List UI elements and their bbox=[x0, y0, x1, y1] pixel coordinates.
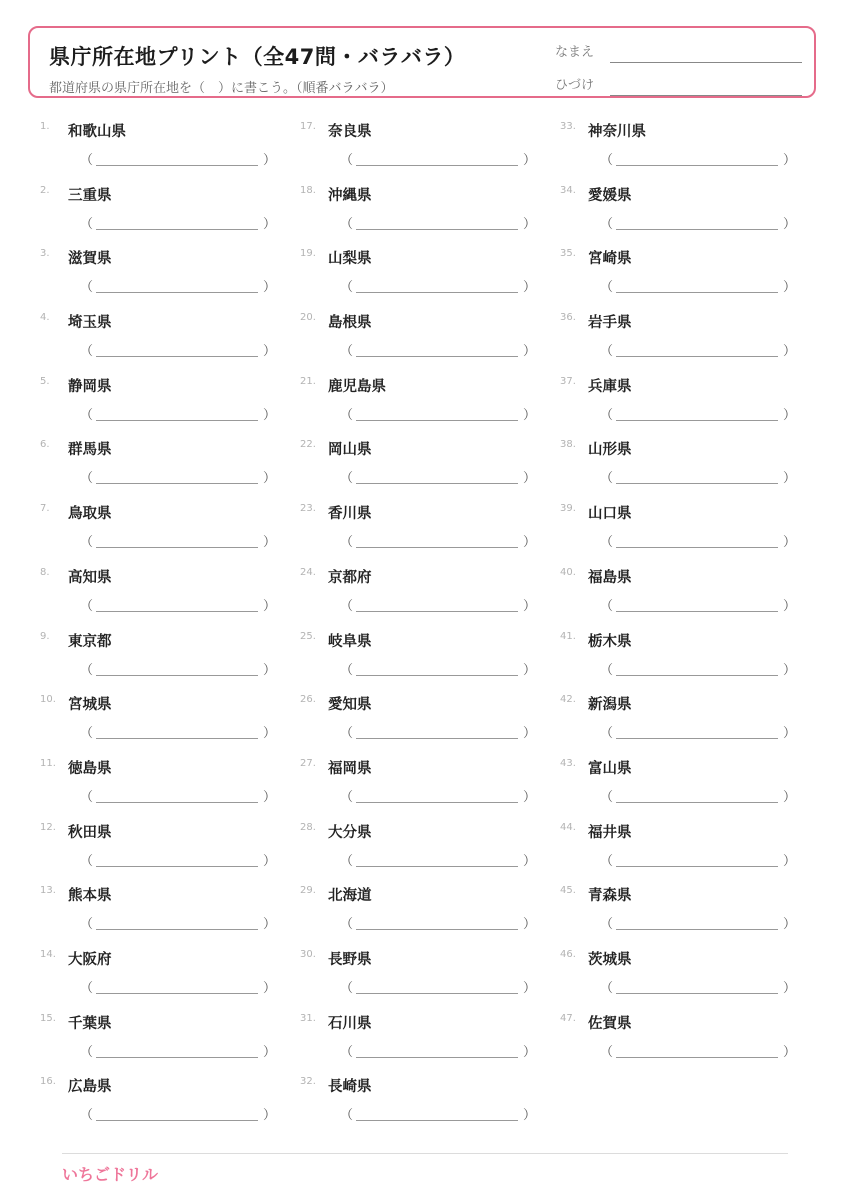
prefecture-name: 大分県 bbox=[328, 824, 372, 841]
answer-close-paren: ） bbox=[523, 407, 537, 423]
question-item bbox=[40, 884, 290, 948]
answer-close-paren: ） bbox=[523, 726, 537, 742]
answer-close-paren: ） bbox=[783, 153, 797, 168]
answer-blank[interactable] bbox=[616, 547, 778, 548]
answer-close-paren: ） bbox=[783, 280, 797, 296]
answer-close-paren: ） bbox=[523, 153, 537, 168]
question-number: 34. bbox=[560, 184, 576, 196]
prefecture-name: 佐賀県 bbox=[588, 1015, 632, 1032]
prefecture-name: 北海道 bbox=[328, 888, 372, 905]
answer-close-paren: ） bbox=[263, 471, 277, 487]
prefecture-name: 群馬県 bbox=[68, 442, 112, 459]
question-number: 3. bbox=[40, 248, 50, 260]
answer-close-paren: ） bbox=[523, 853, 537, 869]
question-item bbox=[560, 438, 810, 502]
prefecture-name: 山梨県 bbox=[328, 251, 372, 268]
answer-close-paren: ） bbox=[783, 344, 797, 360]
name-label: なまえ bbox=[555, 45, 595, 60]
answer-blank[interactable] bbox=[96, 165, 258, 166]
question-item bbox=[40, 311, 290, 375]
question-number: 30. bbox=[300, 948, 316, 960]
question-item bbox=[300, 120, 550, 184]
prefecture-name: 京都府 bbox=[328, 569, 372, 586]
question-number: 40. bbox=[560, 566, 576, 578]
question-number: 26. bbox=[300, 694, 316, 706]
answer-open-paren: （ bbox=[340, 726, 354, 742]
question-item bbox=[300, 311, 550, 375]
answer-open-paren: （ bbox=[600, 789, 614, 805]
answer-blank[interactable] bbox=[616, 866, 778, 867]
question-number: 22. bbox=[300, 439, 316, 451]
answer-open-paren: （ bbox=[80, 853, 94, 869]
question-number: 10. bbox=[40, 694, 56, 706]
answer-blank[interactable] bbox=[356, 929, 518, 930]
answer-close-paren: ） bbox=[523, 1108, 537, 1124]
question-number: 25. bbox=[300, 630, 316, 642]
question-number: 11. bbox=[40, 757, 56, 769]
prefecture-name: 鹿児島県 bbox=[328, 378, 386, 395]
prefecture-name: 宮崎県 bbox=[588, 251, 632, 268]
question-item bbox=[40, 757, 290, 821]
question-number: 39. bbox=[560, 503, 576, 515]
question-number: 35. bbox=[560, 248, 576, 260]
date-field-line bbox=[610, 95, 802, 96]
answer-close-paren: ） bbox=[523, 598, 537, 614]
prefecture-name: 鳥取県 bbox=[68, 506, 112, 523]
question-number: 21. bbox=[300, 375, 316, 387]
prefecture-name: 滋賀県 bbox=[68, 251, 112, 268]
answer-close-paren: ） bbox=[263, 917, 277, 933]
answer-open-paren: （ bbox=[340, 789, 354, 805]
answer-open-paren: （ bbox=[340, 917, 354, 933]
answer-close-paren: ） bbox=[263, 344, 277, 360]
answer-open-paren: （ bbox=[80, 471, 94, 487]
answer-blank[interactable] bbox=[616, 1057, 778, 1058]
answer-blank[interactable] bbox=[96, 483, 258, 484]
answer-open-paren: （ bbox=[80, 662, 94, 678]
question-column-3 bbox=[560, 120, 810, 1075]
question-number: 15. bbox=[40, 1012, 56, 1024]
answer-close-paren: ） bbox=[783, 216, 797, 232]
date-label: ひづけ bbox=[555, 78, 595, 93]
answer-blank[interactable] bbox=[616, 356, 778, 357]
prefecture-name: 山形県 bbox=[588, 442, 632, 459]
answer-open-paren: （ bbox=[600, 1044, 614, 1060]
answer-close-paren: ） bbox=[263, 216, 277, 232]
prefecture-name: 三重県 bbox=[68, 187, 112, 204]
answer-blank[interactable] bbox=[96, 547, 258, 548]
prefecture-name: 石川県 bbox=[328, 1015, 372, 1032]
question-number: 28. bbox=[300, 821, 316, 833]
answer-open-paren: （ bbox=[80, 598, 94, 614]
question-number: 29. bbox=[300, 885, 316, 897]
answer-blank[interactable] bbox=[616, 483, 778, 484]
question-number: 27. bbox=[300, 757, 316, 769]
answer-blank[interactable] bbox=[616, 292, 778, 293]
question-item bbox=[560, 1012, 810, 1076]
answer-open-paren: （ bbox=[80, 407, 94, 423]
question-number: 46. bbox=[560, 948, 576, 960]
question-item bbox=[40, 1012, 290, 1076]
question-item bbox=[40, 184, 290, 248]
question-item bbox=[40, 821, 290, 885]
answer-open-paren: （ bbox=[80, 535, 94, 551]
prefecture-name: 香川県 bbox=[328, 506, 372, 523]
question-number: 14. bbox=[40, 948, 56, 960]
answer-open-paren: （ bbox=[600, 216, 614, 232]
answer-open-paren: （ bbox=[80, 216, 94, 232]
page-title: 県庁所在地プリント（全47問・バラバラ） bbox=[49, 45, 466, 69]
prefecture-name: 長崎県 bbox=[328, 1079, 372, 1096]
question-item bbox=[300, 247, 550, 311]
question-number: 32. bbox=[300, 1076, 316, 1088]
answer-open-paren: （ bbox=[80, 344, 94, 360]
question-item bbox=[40, 566, 290, 630]
answer-blank[interactable] bbox=[356, 483, 518, 484]
answer-close-paren: ） bbox=[263, 662, 277, 678]
answer-blank[interactable] bbox=[356, 866, 518, 867]
question-number: 44. bbox=[560, 821, 576, 833]
question-item bbox=[40, 502, 290, 566]
question-number: 24. bbox=[300, 566, 316, 578]
worksheet-header bbox=[28, 26, 816, 98]
answer-blank[interactable] bbox=[356, 993, 518, 994]
answer-close-paren: ） bbox=[783, 726, 797, 742]
answer-open-paren: （ bbox=[80, 789, 94, 805]
question-number: 4. bbox=[40, 312, 50, 324]
answer-open-paren: （ bbox=[600, 662, 614, 678]
answer-open-paren: （ bbox=[80, 1108, 94, 1124]
answer-close-paren: ） bbox=[523, 917, 537, 933]
answer-open-paren: （ bbox=[340, 535, 354, 551]
answer-open-paren: （ bbox=[80, 917, 94, 933]
question-number: 41. bbox=[560, 630, 576, 642]
question-number: 47. bbox=[560, 1012, 576, 1024]
prefecture-name: 神奈川県 bbox=[588, 124, 646, 140]
prefecture-name: 大阪府 bbox=[68, 951, 112, 968]
answer-open-paren: （ bbox=[80, 980, 94, 996]
question-item bbox=[300, 1075, 550, 1139]
question-item bbox=[40, 120, 290, 184]
prefecture-name: 和歌山県 bbox=[68, 124, 126, 140]
answer-close-paren: ） bbox=[783, 917, 797, 933]
prefecture-name: 福井県 bbox=[588, 824, 632, 841]
question-item bbox=[40, 1075, 290, 1139]
question-number: 37. bbox=[560, 375, 576, 387]
answer-blank[interactable] bbox=[96, 292, 258, 293]
answer-blank[interactable] bbox=[616, 420, 778, 421]
answer-blank[interactable] bbox=[96, 993, 258, 994]
question-item bbox=[560, 566, 810, 630]
answer-close-paren: ） bbox=[263, 726, 277, 742]
answer-open-paren: （ bbox=[340, 980, 354, 996]
question-item bbox=[300, 566, 550, 630]
question-number: 17. bbox=[300, 121, 316, 132]
prefecture-name: 茨城県 bbox=[588, 951, 632, 968]
question-item bbox=[40, 948, 290, 1012]
answer-open-paren: （ bbox=[600, 407, 614, 423]
answer-blank[interactable] bbox=[356, 229, 518, 230]
question-number: 38. bbox=[560, 439, 576, 451]
answer-blank[interactable] bbox=[616, 738, 778, 739]
prefecture-name: 愛媛県 bbox=[588, 187, 632, 204]
answer-close-paren: ） bbox=[783, 1044, 797, 1060]
question-number: 9. bbox=[40, 630, 50, 642]
question-item bbox=[560, 884, 810, 948]
question-item bbox=[300, 821, 550, 885]
question-item bbox=[560, 247, 810, 311]
prefecture-name: 兵庫県 bbox=[588, 378, 632, 395]
question-number: 45. bbox=[560, 885, 576, 897]
answer-open-paren: （ bbox=[600, 471, 614, 487]
answer-open-paren: （ bbox=[340, 344, 354, 360]
prefecture-name: 愛知県 bbox=[328, 697, 372, 714]
answer-open-paren: （ bbox=[600, 280, 614, 296]
answer-open-paren: （ bbox=[600, 344, 614, 360]
answer-blank[interactable] bbox=[356, 738, 518, 739]
question-item bbox=[560, 693, 810, 757]
question-column-1 bbox=[40, 120, 290, 1139]
question-item bbox=[40, 375, 290, 439]
question-item bbox=[560, 948, 810, 1012]
answer-blank[interactable] bbox=[616, 229, 778, 230]
question-item bbox=[560, 630, 810, 694]
question-number: 7. bbox=[40, 503, 50, 515]
answer-close-paren: ） bbox=[783, 535, 797, 551]
question-item bbox=[560, 311, 810, 375]
answer-blank[interactable] bbox=[356, 292, 518, 293]
answer-open-paren: （ bbox=[600, 535, 614, 551]
prefecture-name: 広島県 bbox=[68, 1079, 112, 1096]
answer-close-paren: ） bbox=[263, 789, 277, 805]
answer-close-paren: ） bbox=[783, 980, 797, 996]
prefecture-name: 島根県 bbox=[328, 315, 372, 332]
answer-open-paren: （ bbox=[600, 853, 614, 869]
answer-close-paren: ） bbox=[263, 980, 277, 996]
answer-close-paren: ） bbox=[783, 407, 797, 423]
footer-divider bbox=[62, 1153, 788, 1154]
answer-close-paren: ） bbox=[523, 789, 537, 805]
answer-open-paren: （ bbox=[340, 1044, 354, 1060]
answer-close-paren: ） bbox=[523, 662, 537, 678]
prefecture-name: 長野県 bbox=[328, 951, 372, 968]
answer-close-paren: ） bbox=[263, 280, 277, 296]
answer-blank[interactable] bbox=[96, 611, 258, 612]
answer-close-paren: ） bbox=[783, 853, 797, 869]
question-item bbox=[300, 693, 550, 757]
answer-close-paren: ） bbox=[263, 535, 277, 551]
answer-blank[interactable] bbox=[616, 675, 778, 676]
prefecture-name: 静岡県 bbox=[68, 378, 112, 395]
prefecture-name: 岩手県 bbox=[588, 315, 632, 332]
instructions: 都道府県の県庁所在地を（ ）に書こう。（順番バラバラ） bbox=[49, 81, 394, 96]
answer-blank[interactable] bbox=[96, 1120, 258, 1121]
answer-blank[interactable] bbox=[356, 165, 518, 166]
prefecture-name: 岐阜県 bbox=[328, 633, 372, 650]
answer-close-paren: ） bbox=[263, 853, 277, 869]
prefecture-name: 山口県 bbox=[588, 506, 632, 523]
answer-close-paren: ） bbox=[263, 153, 277, 168]
question-item bbox=[40, 438, 290, 502]
question-number: 8. bbox=[40, 566, 50, 578]
brand-logo: いちごドリル bbox=[62, 1165, 159, 1184]
question-number: 36. bbox=[560, 312, 576, 324]
prefecture-name: 秋田県 bbox=[68, 824, 112, 841]
answer-close-paren: ） bbox=[263, 598, 277, 614]
question-number: 13. bbox=[40, 885, 56, 897]
answer-close-paren: ） bbox=[523, 471, 537, 487]
answer-blank[interactable] bbox=[616, 993, 778, 994]
answer-close-paren: ） bbox=[523, 1044, 537, 1060]
question-item bbox=[300, 630, 550, 694]
answer-blank[interactable] bbox=[96, 229, 258, 230]
question-number: 19. bbox=[300, 248, 316, 260]
question-number: 20. bbox=[300, 312, 316, 324]
question-number: 33. bbox=[560, 121, 576, 132]
prefecture-name: 富山県 bbox=[588, 760, 632, 777]
answer-open-paren: （ bbox=[600, 726, 614, 742]
question-item bbox=[560, 120, 810, 184]
prefecture-name: 沖縄県 bbox=[328, 187, 372, 204]
answer-blank[interactable] bbox=[96, 356, 258, 357]
question-number: 23. bbox=[300, 503, 316, 515]
prefecture-name: 東京都 bbox=[68, 633, 112, 650]
answer-open-paren: （ bbox=[600, 598, 614, 614]
answer-blank[interactable] bbox=[356, 1120, 518, 1121]
answer-blank[interactable] bbox=[356, 611, 518, 612]
prefecture-name: 高知県 bbox=[68, 569, 112, 586]
question-number: 5. bbox=[40, 375, 50, 387]
answer-blank[interactable] bbox=[96, 738, 258, 739]
answer-open-paren: （ bbox=[340, 853, 354, 869]
question-item bbox=[300, 438, 550, 502]
answer-open-paren: （ bbox=[600, 980, 614, 996]
answer-close-paren: ） bbox=[783, 789, 797, 805]
answer-blank[interactable] bbox=[356, 420, 518, 421]
answer-blank[interactable] bbox=[96, 929, 258, 930]
answer-blank[interactable] bbox=[96, 802, 258, 803]
answer-blank[interactable] bbox=[96, 675, 258, 676]
prefecture-name: 宮城県 bbox=[68, 697, 112, 714]
answer-blank[interactable] bbox=[616, 802, 778, 803]
answer-close-paren: ） bbox=[523, 344, 537, 360]
answer-close-paren: ） bbox=[263, 1108, 277, 1124]
answer-close-paren: ） bbox=[783, 598, 797, 614]
answer-blank[interactable] bbox=[96, 420, 258, 421]
answer-open-paren: （ bbox=[340, 1108, 354, 1124]
question-item bbox=[40, 247, 290, 311]
question-item bbox=[300, 502, 550, 566]
prefecture-name: 熊本県 bbox=[68, 888, 112, 905]
answer-close-paren: ） bbox=[523, 980, 537, 996]
question-item bbox=[560, 375, 810, 439]
question-item bbox=[300, 757, 550, 821]
answer-open-paren: （ bbox=[80, 153, 94, 168]
answer-open-paren: （ bbox=[600, 153, 614, 168]
question-number: 31. bbox=[300, 1012, 316, 1024]
question-item bbox=[40, 693, 290, 757]
answer-blank[interactable] bbox=[356, 547, 518, 548]
question-number: 18. bbox=[300, 184, 316, 196]
prefecture-name: 徳島県 bbox=[68, 760, 112, 777]
question-item bbox=[560, 821, 810, 885]
answer-close-paren: ） bbox=[523, 216, 537, 232]
answer-open-paren: （ bbox=[340, 471, 354, 487]
question-item bbox=[300, 948, 550, 1012]
answer-open-paren: （ bbox=[340, 598, 354, 614]
answer-open-paren: （ bbox=[80, 1044, 94, 1060]
question-item bbox=[40, 630, 290, 694]
prefecture-name: 千葉県 bbox=[68, 1015, 112, 1032]
answer-blank[interactable] bbox=[356, 675, 518, 676]
prefecture-name: 埼玉県 bbox=[68, 315, 112, 332]
question-item bbox=[560, 502, 810, 566]
answer-blank[interactable] bbox=[616, 929, 778, 930]
name-field-line bbox=[610, 62, 802, 63]
answer-open-paren: （ bbox=[340, 662, 354, 678]
question-item bbox=[560, 757, 810, 821]
prefecture-name: 奈良県 bbox=[328, 124, 372, 140]
prefecture-name: 栃木県 bbox=[588, 633, 632, 650]
answer-open-paren: （ bbox=[340, 153, 354, 168]
answer-close-paren: ） bbox=[523, 280, 537, 296]
answer-close-paren: ） bbox=[783, 662, 797, 678]
prefecture-name: 新潟県 bbox=[588, 697, 632, 714]
answer-open-paren: （ bbox=[80, 280, 94, 296]
answer-close-paren: ） bbox=[263, 407, 277, 423]
prefecture-name: 福島県 bbox=[588, 569, 632, 586]
answer-close-paren: ） bbox=[783, 471, 797, 487]
question-item bbox=[300, 1012, 550, 1076]
question-number: 2. bbox=[40, 184, 50, 196]
answer-blank[interactable] bbox=[356, 356, 518, 357]
question-number: 42. bbox=[560, 694, 576, 706]
question-item bbox=[300, 884, 550, 948]
question-item bbox=[300, 184, 550, 248]
answer-blank[interactable] bbox=[96, 866, 258, 867]
question-column-2 bbox=[300, 120, 550, 1139]
prefecture-name: 岡山県 bbox=[328, 442, 372, 459]
question-number: 12. bbox=[40, 821, 56, 833]
answer-open-paren: （ bbox=[340, 407, 354, 423]
answer-open-paren: （ bbox=[340, 280, 354, 296]
answer-close-paren: ） bbox=[263, 1044, 277, 1060]
question-item bbox=[300, 375, 550, 439]
prefecture-name: 福岡県 bbox=[328, 760, 372, 777]
question-number: 6. bbox=[40, 439, 50, 451]
answer-close-paren: ） bbox=[523, 535, 537, 551]
answer-blank[interactable] bbox=[356, 802, 518, 803]
question-number: 16. bbox=[40, 1076, 56, 1088]
question-item bbox=[560, 184, 810, 248]
question-number: 43. bbox=[560, 757, 576, 769]
answer-blank[interactable] bbox=[616, 611, 778, 612]
answer-blank[interactable] bbox=[616, 165, 778, 166]
answer-blank[interactable] bbox=[356, 1057, 518, 1058]
answer-blank[interactable] bbox=[96, 1057, 258, 1058]
prefecture-name: 青森県 bbox=[588, 888, 632, 905]
answer-open-paren: （ bbox=[80, 726, 94, 742]
question-number: 1. bbox=[40, 121, 50, 132]
answer-open-paren: （ bbox=[340, 216, 354, 232]
answer-open-paren: （ bbox=[600, 917, 614, 933]
